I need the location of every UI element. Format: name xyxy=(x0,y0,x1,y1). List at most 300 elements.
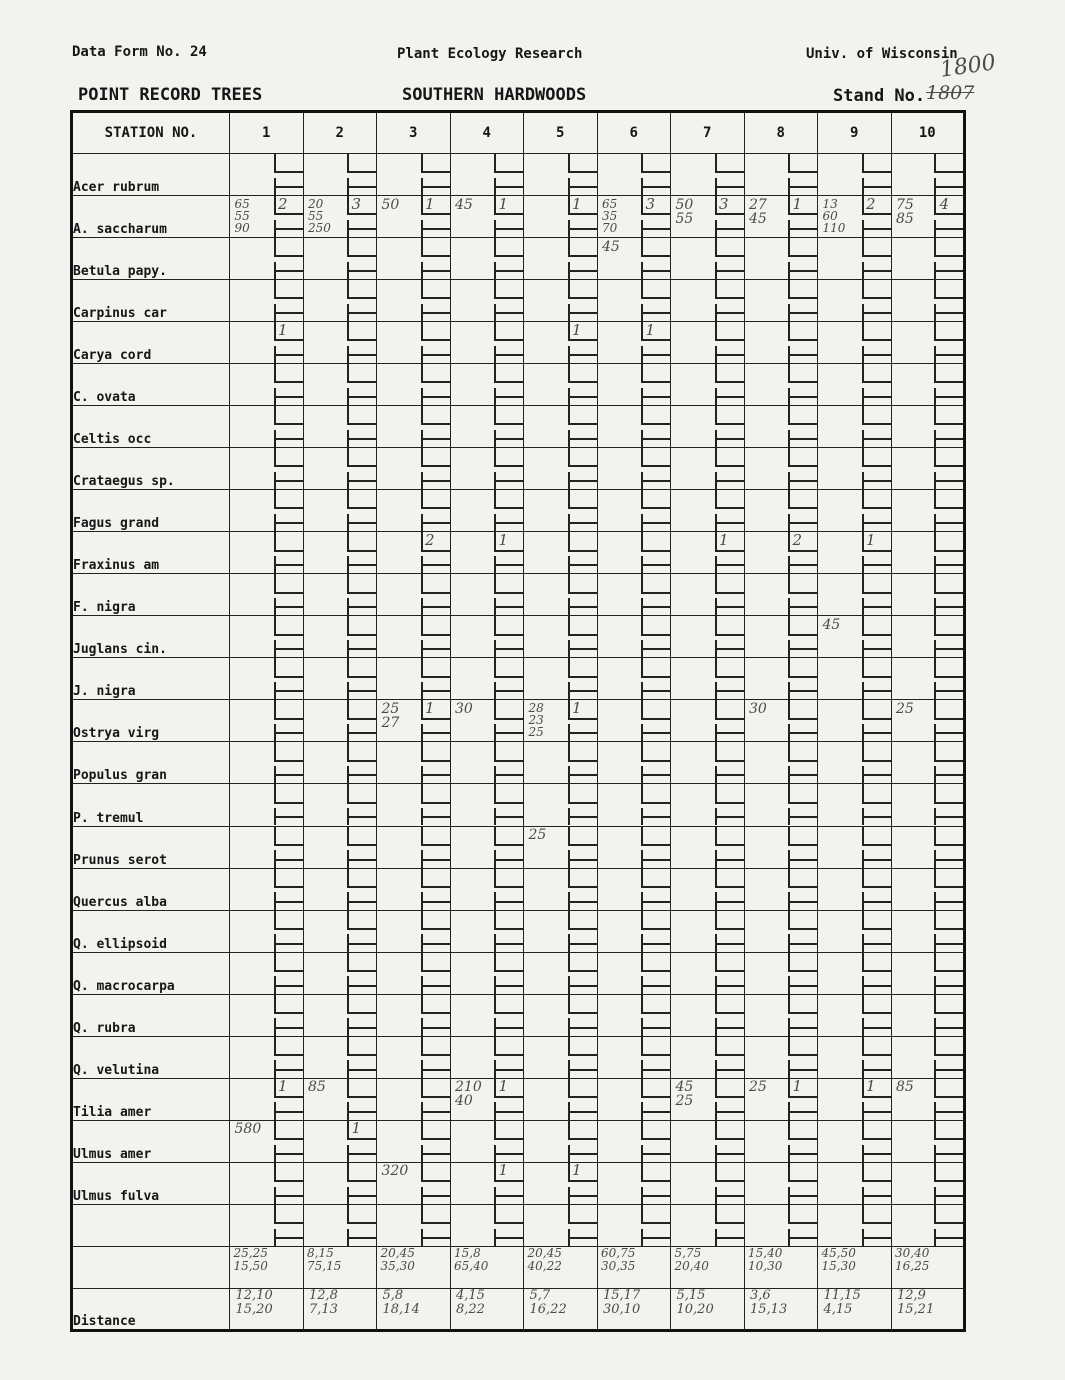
data-cell[interactable] xyxy=(744,574,818,616)
data-cell[interactable] xyxy=(303,490,377,532)
data-cell[interactable] xyxy=(818,238,892,280)
data-cell[interactable] xyxy=(597,490,671,532)
cell-divider-mark xyxy=(641,953,643,970)
data-cell[interactable] xyxy=(744,1120,818,1162)
cell-divider-mark xyxy=(934,381,963,383)
data-cell[interactable] xyxy=(744,448,818,490)
data-cell[interactable] xyxy=(377,994,451,1036)
data-cell[interactable] xyxy=(597,532,671,574)
data-cell[interactable] xyxy=(524,196,598,238)
cell-divider-mark xyxy=(641,423,670,425)
cell-divider-mark xyxy=(274,423,303,425)
data-cell[interactable] xyxy=(450,658,524,700)
data-cell[interactable] xyxy=(744,1036,818,1078)
cell-divider-mark xyxy=(862,312,891,314)
data-cell[interactable] xyxy=(450,406,524,448)
data-cell[interactable] xyxy=(230,238,304,280)
data-cell[interactable] xyxy=(818,784,892,826)
data-cell[interactable] xyxy=(744,532,818,574)
data-cell[interactable] xyxy=(303,700,377,742)
data-cell[interactable] xyxy=(230,1204,304,1246)
data-cell[interactable] xyxy=(744,952,818,994)
data-cell[interactable] xyxy=(891,868,965,910)
data-cell[interactable] xyxy=(891,1162,965,1204)
data-cell[interactable] xyxy=(891,1204,965,1246)
data-cell[interactable] xyxy=(450,868,524,910)
data-cell[interactable] xyxy=(230,826,304,868)
data-cell[interactable] xyxy=(891,238,965,280)
data-cell[interactable] xyxy=(450,1120,524,1162)
data-cell[interactable] xyxy=(450,364,524,406)
data-cell[interactable] xyxy=(524,406,598,448)
data-cell[interactable] xyxy=(597,784,671,826)
species-label: Carpinus car xyxy=(72,280,230,322)
data-cell[interactable] xyxy=(230,322,304,364)
data-cell[interactable] xyxy=(230,364,304,406)
cell-divider-mark xyxy=(641,448,643,465)
data-cell[interactable] xyxy=(597,322,671,364)
data-cell[interactable] xyxy=(671,910,745,952)
data-cell[interactable] xyxy=(891,490,965,532)
data-cell[interactable] xyxy=(744,406,818,448)
species-row xyxy=(72,154,965,196)
data-cell[interactable] xyxy=(891,910,965,952)
data-cell[interactable] xyxy=(230,910,304,952)
data-cell[interactable] xyxy=(891,1036,965,1078)
cell-divider-mark xyxy=(715,928,744,930)
cell-divider-mark xyxy=(421,507,450,509)
data-cell[interactable] xyxy=(450,616,524,658)
data-cell[interactable] xyxy=(891,406,965,448)
cell-divider-mark xyxy=(788,928,817,930)
data-cell[interactable] xyxy=(671,868,745,910)
data-cell[interactable] xyxy=(450,826,524,868)
data-cell[interactable] xyxy=(303,742,377,784)
data-cell[interactable] xyxy=(524,364,598,406)
data-cell[interactable] xyxy=(818,490,892,532)
data-cell[interactable] xyxy=(597,406,671,448)
data-cell[interactable] xyxy=(891,742,965,784)
data-cell[interactable] xyxy=(671,574,745,616)
data-cell[interactable] xyxy=(377,574,451,616)
data-cell[interactable] xyxy=(450,280,524,322)
data-cell[interactable] xyxy=(524,658,598,700)
data-cell[interactable] xyxy=(818,532,892,574)
cell-divider-mark xyxy=(788,742,790,759)
data-cell[interactable] xyxy=(818,826,892,868)
cell-divider-mark xyxy=(788,802,817,804)
data-cell[interactable] xyxy=(671,1162,745,1204)
cell-divider-mark xyxy=(862,507,891,509)
data-cell[interactable] xyxy=(303,784,377,826)
data-cell[interactable] xyxy=(303,952,377,994)
data-cell[interactable] xyxy=(303,658,377,700)
data-cell[interactable] xyxy=(524,154,598,196)
data-cell[interactable] xyxy=(597,910,671,952)
data-cell[interactable] xyxy=(303,868,377,910)
data-cell[interactable] xyxy=(450,154,524,196)
cell-divider-mark xyxy=(788,186,817,188)
data-cell[interactable] xyxy=(377,658,451,700)
data-cell[interactable] xyxy=(597,1120,671,1162)
data-cell[interactable] xyxy=(377,616,451,658)
data-cell[interactable] xyxy=(524,952,598,994)
station-8: 8 xyxy=(744,112,818,154)
data-cell[interactable] xyxy=(671,364,745,406)
cell-divider-mark xyxy=(788,490,790,507)
data-cell[interactable] xyxy=(230,868,304,910)
data-cell[interactable] xyxy=(450,574,524,616)
data-cell[interactable] xyxy=(818,154,892,196)
data-cell[interactable] xyxy=(597,826,671,868)
data-cell[interactable] xyxy=(303,238,377,280)
data-cell[interactable] xyxy=(524,322,598,364)
data-cell[interactable] xyxy=(597,1204,671,1246)
data-cell[interactable] xyxy=(744,1162,818,1204)
data-cell[interactable] xyxy=(450,448,524,490)
data-cell[interactable] xyxy=(671,532,745,574)
data-cell[interactable] xyxy=(597,742,671,784)
data-cell[interactable] xyxy=(377,826,451,868)
data-cell[interactable] xyxy=(818,406,892,448)
data-cell[interactable] xyxy=(524,994,598,1036)
cell-divider-mark xyxy=(788,1037,790,1054)
data-cell[interactable] xyxy=(744,364,818,406)
data-cell[interactable] xyxy=(597,952,671,994)
data-cell[interactable] xyxy=(744,280,818,322)
data-cell[interactable] xyxy=(744,784,818,826)
data-cell[interactable] xyxy=(377,532,451,574)
cell-divider-mark xyxy=(641,1138,670,1140)
data-cell[interactable] xyxy=(303,1162,377,1204)
data-cell[interactable] xyxy=(377,1078,451,1120)
data-cell[interactable] xyxy=(744,490,818,532)
data-cell[interactable] xyxy=(597,280,671,322)
cell-divider-mark xyxy=(494,1027,523,1029)
data-cell[interactable] xyxy=(524,742,598,784)
data-cell[interactable] xyxy=(818,574,892,616)
data-cell[interactable] xyxy=(818,910,892,952)
data-cell[interactable] xyxy=(818,1162,892,1204)
data-cell[interactable] xyxy=(230,616,304,658)
data-cell[interactable] xyxy=(891,448,965,490)
data-cell[interactable] xyxy=(671,700,745,742)
data-cell[interactable] xyxy=(303,322,377,364)
data-cell[interactable] xyxy=(303,364,377,406)
cell-divider-mark xyxy=(788,550,817,552)
data-cell[interactable] xyxy=(377,448,451,490)
data-cell[interactable] xyxy=(597,154,671,196)
data-cell[interactable] xyxy=(450,910,524,952)
cell-divider-mark xyxy=(347,774,376,776)
data-cell[interactable] xyxy=(597,658,671,700)
station-9: 9 xyxy=(818,112,892,154)
cell-divider-mark xyxy=(788,784,790,801)
data-cell[interactable] xyxy=(891,364,965,406)
data-cell[interactable] xyxy=(303,574,377,616)
data-cell[interactable] xyxy=(524,574,598,616)
cell-divider-mark xyxy=(715,616,717,633)
data-cell[interactable] xyxy=(671,154,745,196)
data-cell[interactable] xyxy=(377,1036,451,1078)
data-cell[interactable] xyxy=(891,784,965,826)
cell-divider-mark xyxy=(347,995,349,1012)
data-cell[interactable] xyxy=(744,658,818,700)
data-cell[interactable] xyxy=(230,280,304,322)
data-cell[interactable] xyxy=(818,1204,892,1246)
data-cell[interactable] xyxy=(303,616,377,658)
data-cell[interactable] xyxy=(524,1036,598,1078)
cell-divider-mark xyxy=(862,1037,864,1054)
data-cell[interactable] xyxy=(450,784,524,826)
data-cell[interactable] xyxy=(230,742,304,784)
data-cell[interactable] xyxy=(597,994,671,1036)
data-cell[interactable] xyxy=(303,154,377,196)
data-cell[interactable] xyxy=(303,1204,377,1246)
data-cell[interactable] xyxy=(377,238,451,280)
data-cell[interactable] xyxy=(671,742,745,784)
data-cell[interactable] xyxy=(744,1204,818,1246)
data-cell[interactable] xyxy=(744,826,818,868)
data-cell[interactable] xyxy=(891,1120,965,1162)
cell-divider-mark xyxy=(788,774,817,776)
data-cell[interactable] xyxy=(671,1120,745,1162)
cell-divider-mark xyxy=(494,718,523,720)
data-cell[interactable] xyxy=(671,1036,745,1078)
data-cell[interactable] xyxy=(597,700,671,742)
data-cell[interactable] xyxy=(818,1036,892,1078)
cell-divider-mark xyxy=(715,953,717,970)
data-cell[interactable] xyxy=(671,658,745,700)
data-cell[interactable] xyxy=(671,826,745,868)
cell-divider-mark xyxy=(274,354,303,356)
data-cell[interactable] xyxy=(597,1078,671,1120)
data-cell[interactable] xyxy=(818,322,892,364)
data-cell[interactable] xyxy=(377,280,451,322)
data-cell[interactable] xyxy=(524,1078,598,1120)
data-cell[interactable] xyxy=(597,364,671,406)
data-cell[interactable] xyxy=(524,784,598,826)
species-row xyxy=(72,448,965,490)
data-cell[interactable] xyxy=(450,322,524,364)
data-cell[interactable] xyxy=(891,994,965,1036)
data-cell[interactable] xyxy=(377,742,451,784)
cell-divider-mark xyxy=(494,1121,496,1138)
data-cell[interactable] xyxy=(744,238,818,280)
cell-divider-mark xyxy=(788,732,817,734)
data-cell[interactable] xyxy=(597,574,671,616)
data-cell[interactable] xyxy=(377,364,451,406)
data-cell[interactable] xyxy=(597,616,671,658)
data-cell[interactable] xyxy=(450,1036,524,1078)
data-cell[interactable] xyxy=(377,490,451,532)
data-cell[interactable] xyxy=(303,826,377,868)
data-cell[interactable] xyxy=(891,322,965,364)
data-cell[interactable] xyxy=(891,952,965,994)
data-cell[interactable] xyxy=(230,994,304,1036)
data-cell[interactable] xyxy=(891,826,965,868)
data-cell[interactable] xyxy=(377,784,451,826)
data-cell[interactable] xyxy=(671,616,745,658)
data-cell[interactable] xyxy=(303,280,377,322)
data-cell[interactable] xyxy=(818,1078,892,1120)
data-cell[interactable] xyxy=(597,868,671,910)
handwritten-dbh: 27 45 xyxy=(749,196,767,227)
data-cell[interactable] xyxy=(450,490,524,532)
data-cell[interactable] xyxy=(671,952,745,994)
data-cell[interactable] xyxy=(450,952,524,994)
data-cell[interactable] xyxy=(671,490,745,532)
data-cell[interactable] xyxy=(744,322,818,364)
species-label: Q. ellipsoid xyxy=(72,910,230,952)
cell-divider-mark xyxy=(421,844,450,846)
handwritten-count: 1 xyxy=(498,530,509,549)
data-cell[interactable] xyxy=(744,616,818,658)
data-cell[interactable] xyxy=(377,1120,451,1162)
data-cell[interactable] xyxy=(671,994,745,1036)
cell-divider-mark xyxy=(421,700,423,717)
cell-divider-mark xyxy=(788,1195,817,1197)
data-cell[interactable] xyxy=(450,532,524,574)
species-label xyxy=(72,1246,230,1288)
data-cell[interactable] xyxy=(450,1162,524,1204)
cell-divider-mark xyxy=(715,522,744,524)
data-cell[interactable] xyxy=(524,1204,598,1246)
data-cell[interactable] xyxy=(891,280,965,322)
data-cell[interactable] xyxy=(744,994,818,1036)
data-cell[interactable] xyxy=(671,448,745,490)
data-cell[interactable] xyxy=(524,616,598,658)
data-cell[interactable] xyxy=(818,742,892,784)
handwritten-dbh: 50 xyxy=(381,196,400,213)
cell-divider-mark xyxy=(862,1069,891,1071)
data-cell[interactable] xyxy=(377,1204,451,1246)
data-cell[interactable] xyxy=(377,322,451,364)
data-cell[interactable] xyxy=(230,532,304,574)
data-cell[interactable] xyxy=(230,784,304,826)
data-cell[interactable] xyxy=(524,238,598,280)
data-cell[interactable] xyxy=(230,448,304,490)
data-cell[interactable] xyxy=(818,448,892,490)
species-label: P. tremul xyxy=(72,784,230,826)
data-cell[interactable] xyxy=(230,952,304,994)
cell-divider-mark xyxy=(568,869,570,886)
cell-divider-mark xyxy=(347,859,376,861)
data-cell[interactable] xyxy=(377,154,451,196)
cell-divider-mark xyxy=(788,480,817,482)
data-cell[interactable] xyxy=(230,406,304,448)
data-cell[interactable] xyxy=(230,1162,304,1204)
data-cell[interactable] xyxy=(597,1036,671,1078)
data-cell[interactable] xyxy=(524,868,598,910)
handwritten-count: 1 xyxy=(425,698,435,717)
data-cell[interactable] xyxy=(818,952,892,994)
cell-divider-mark xyxy=(715,213,744,215)
handwritten-distance: 12,10 15,20 xyxy=(235,1288,273,1317)
cell-divider-mark xyxy=(568,532,570,549)
data-cell[interactable] xyxy=(891,574,965,616)
data-cell[interactable] xyxy=(891,658,965,700)
data-cell[interactable] xyxy=(303,910,377,952)
cell-divider-mark xyxy=(494,700,496,717)
data-cell[interactable] xyxy=(303,406,377,448)
data-cell[interactable] xyxy=(744,742,818,784)
data-cell[interactable] xyxy=(744,154,818,196)
data-cell[interactable] xyxy=(303,532,377,574)
data-cell[interactable] xyxy=(818,700,892,742)
data-cell[interactable] xyxy=(377,868,451,910)
data-cell[interactable] xyxy=(818,280,892,322)
data-cell[interactable] xyxy=(818,364,892,406)
station-2: 2 xyxy=(303,112,377,154)
data-cell[interactable] xyxy=(230,658,304,700)
data-cell[interactable] xyxy=(818,1120,892,1162)
data-cell[interactable] xyxy=(597,448,671,490)
data-cell[interactable] xyxy=(377,952,451,994)
data-cell[interactable] xyxy=(671,238,745,280)
data-cell[interactable] xyxy=(891,616,965,658)
data-cell[interactable] xyxy=(524,490,598,532)
cell-divider-mark xyxy=(788,606,817,608)
data-cell[interactable] xyxy=(671,784,745,826)
cell-divider-mark xyxy=(421,1138,450,1140)
data-cell[interactable] xyxy=(303,1120,377,1162)
data-cell[interactable] xyxy=(744,868,818,910)
cell-divider-mark xyxy=(568,901,597,903)
data-cell[interactable] xyxy=(303,448,377,490)
data-cell[interactable] xyxy=(230,1036,304,1078)
data-cell[interactable] xyxy=(524,1162,598,1204)
data-cell[interactable] xyxy=(597,1162,671,1204)
data-cell[interactable] xyxy=(230,574,304,616)
data-cell[interactable] xyxy=(450,742,524,784)
data-cell[interactable] xyxy=(818,868,892,910)
data-cell[interactable] xyxy=(230,700,304,742)
cell-divider-mark xyxy=(347,1111,376,1113)
cell-divider-mark xyxy=(347,154,349,171)
data-cell[interactable] xyxy=(524,910,598,952)
data-cell[interactable] xyxy=(230,490,304,532)
cell-divider-mark xyxy=(934,507,963,509)
data-cell[interactable] xyxy=(671,406,745,448)
data-cell[interactable] xyxy=(450,238,524,280)
data-cell[interactable] xyxy=(891,154,965,196)
cell-divider-mark xyxy=(715,1163,717,1180)
cell-divider-mark xyxy=(421,522,450,524)
data-cell[interactable] xyxy=(303,1036,377,1078)
data-cell[interactable] xyxy=(230,154,304,196)
data-cell[interactable] xyxy=(524,280,598,322)
data-cell[interactable] xyxy=(377,406,451,448)
data-cell[interactable] xyxy=(744,910,818,952)
data-cell[interactable] xyxy=(230,1078,304,1120)
data-cell[interactable] xyxy=(818,994,892,1036)
data-cell[interactable] xyxy=(524,532,598,574)
data-cell[interactable] xyxy=(524,448,598,490)
cell-divider-mark xyxy=(715,480,744,482)
data-cell[interactable] xyxy=(450,994,524,1036)
data-cell[interactable] xyxy=(818,658,892,700)
data-cell[interactable] xyxy=(671,1204,745,1246)
data-cell[interactable] xyxy=(303,994,377,1036)
data-cell[interactable] xyxy=(524,1120,598,1162)
data-cell[interactable] xyxy=(671,280,745,322)
data-cell[interactable] xyxy=(671,322,745,364)
cell-divider-mark xyxy=(421,859,450,861)
data-cell[interactable] xyxy=(891,532,965,574)
data-cell[interactable] xyxy=(450,1204,524,1246)
data-cell[interactable] xyxy=(377,910,451,952)
